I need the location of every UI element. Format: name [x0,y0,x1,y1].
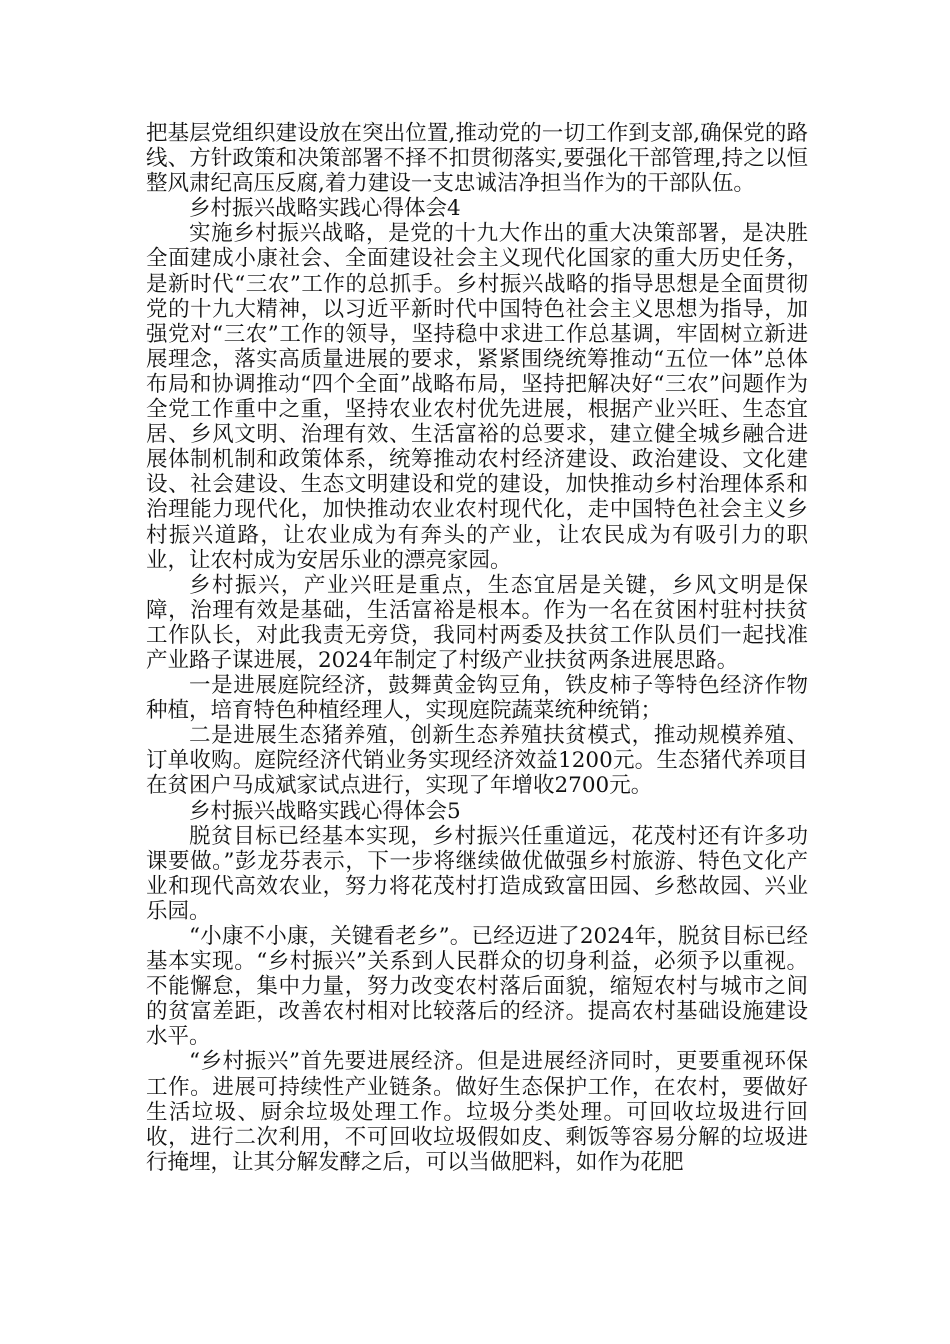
document-page [146,121,808,1175]
paragraph: 实施乡村振兴战略，是党的十九大作出的重大决策部署，是决胜全面建成小康社会、全面建设社会主义现代化国家的重大历史任务，是新时代“三农”工作的总抓手。乡村振兴战略的指导思想是全面贯彻党的十九大精神，以习近平新时代中国特色社会主义思想为指导，加强党对“三农”工作的领导，坚持稳中求进工作总基调，牢固树立新进展理念，落实高质量进展的要求，紧紧围绕统筹推动“五位一体”总体布局和协调推动“四个全面”战略布局，坚持把解决好“三农”问题作为全党工作重中之重，坚持农业农村优先进展，根据产业兴旺、生态宜居、乡风文明、治理有效、生活富裕的总要求，建立健全城乡融合进展体制机制和政策体系，统筹推动农村经济建设、政治建设、文化建设、社会建设、生态文明建设和党的建设，加快推动乡村治理体系和治理能力现代化，加快推动农业农村现代化，走中国特色社会主义乡村振兴道路，让农业成为有奔头的产业，让农民成为有吸引力的职业，让农村成为安居乐业的漂亮家园。 [146,221,808,573]
paragraph: 一是进展庭院经济，鼓舞黄金钩豆角，铁皮柿子等特色经济作物种植，培育特色种植经理人，实现庭院蔬菜统种统销； [146,673,808,724]
paragraph: 把基层党组织建设放在突出位置,推动党的一切工作到支部,确保党的路线、方针政策和决策部署不择不扣贯彻落实,要强化干部管理,持之以恒整风肃纪高压反腐,着力建设一支忠诚洁净担当作为的干部队伍。 [146,121,808,197]
paragraph: 二是进展生态猪养殖，创新生态养殖扶贫模式，推动规模养殖、订单收购。庭院经济代销业务实现经济效益1200元。生态猪代养项目在贫困户马成斌家试点进行，实现了年增收2700元。 [146,723,808,799]
paragraph: 脱贫目标已经基本实现，乡村振兴任重道远，花茂村还有许多功课要做。”彭龙芬表示，下一步将继续做优做强乡村旅游、特色文化产业和现代高效农业，努力将花茂村打造成致富田园、乡愁故园、兴业乐园。 [146,823,808,924]
paragraph: “小康不小康，关键看老乡”。已经迈进了2024年，脱贫目标已经基本实现。“乡村振兴”关系到人民群众的切身利益，必须予以重视。不能懈怠，集中力量，努力改变农村落后面貌，缩短农村与城市之间的贫富差距，改善农村相对比较落后的经济。提高农村基础设施建设水平。 [146,924,808,1050]
section-heading: 乡村振兴战略实践心得体会4 [189,196,461,222]
section-heading: 乡村振兴战略实践心得体会5 [189,798,461,824]
paragraph: 乡村振兴，产业兴旺是重点，生态宜居是关键，乡风文明是保障，治理有效是基础，生活富裕是根本。作为一名在贫困村驻村扶贫工作队长，对此我责无旁贷，我同村两委及扶贫工作队员们一起找准产业路子谋进展，2024年制定了村级产业扶贫两条进展思路。 [146,572,808,673]
paragraph: “乡村振兴”首先要进展经济。但是进展经济同时，更要重视环保工作。进展可持续性产业链条。做好生态保护工作，在农村，要做好生活垃圾、厨余垃圾处理工作。垃圾分类处理。可回收垃圾进行回收，进行二次利用，不可回收垃圾假如皮、剩饭等容易分解的垃圾进行掩埋，让其分解发酵之后，可以当做肥料，如作为花肥 [146,1049,808,1175]
